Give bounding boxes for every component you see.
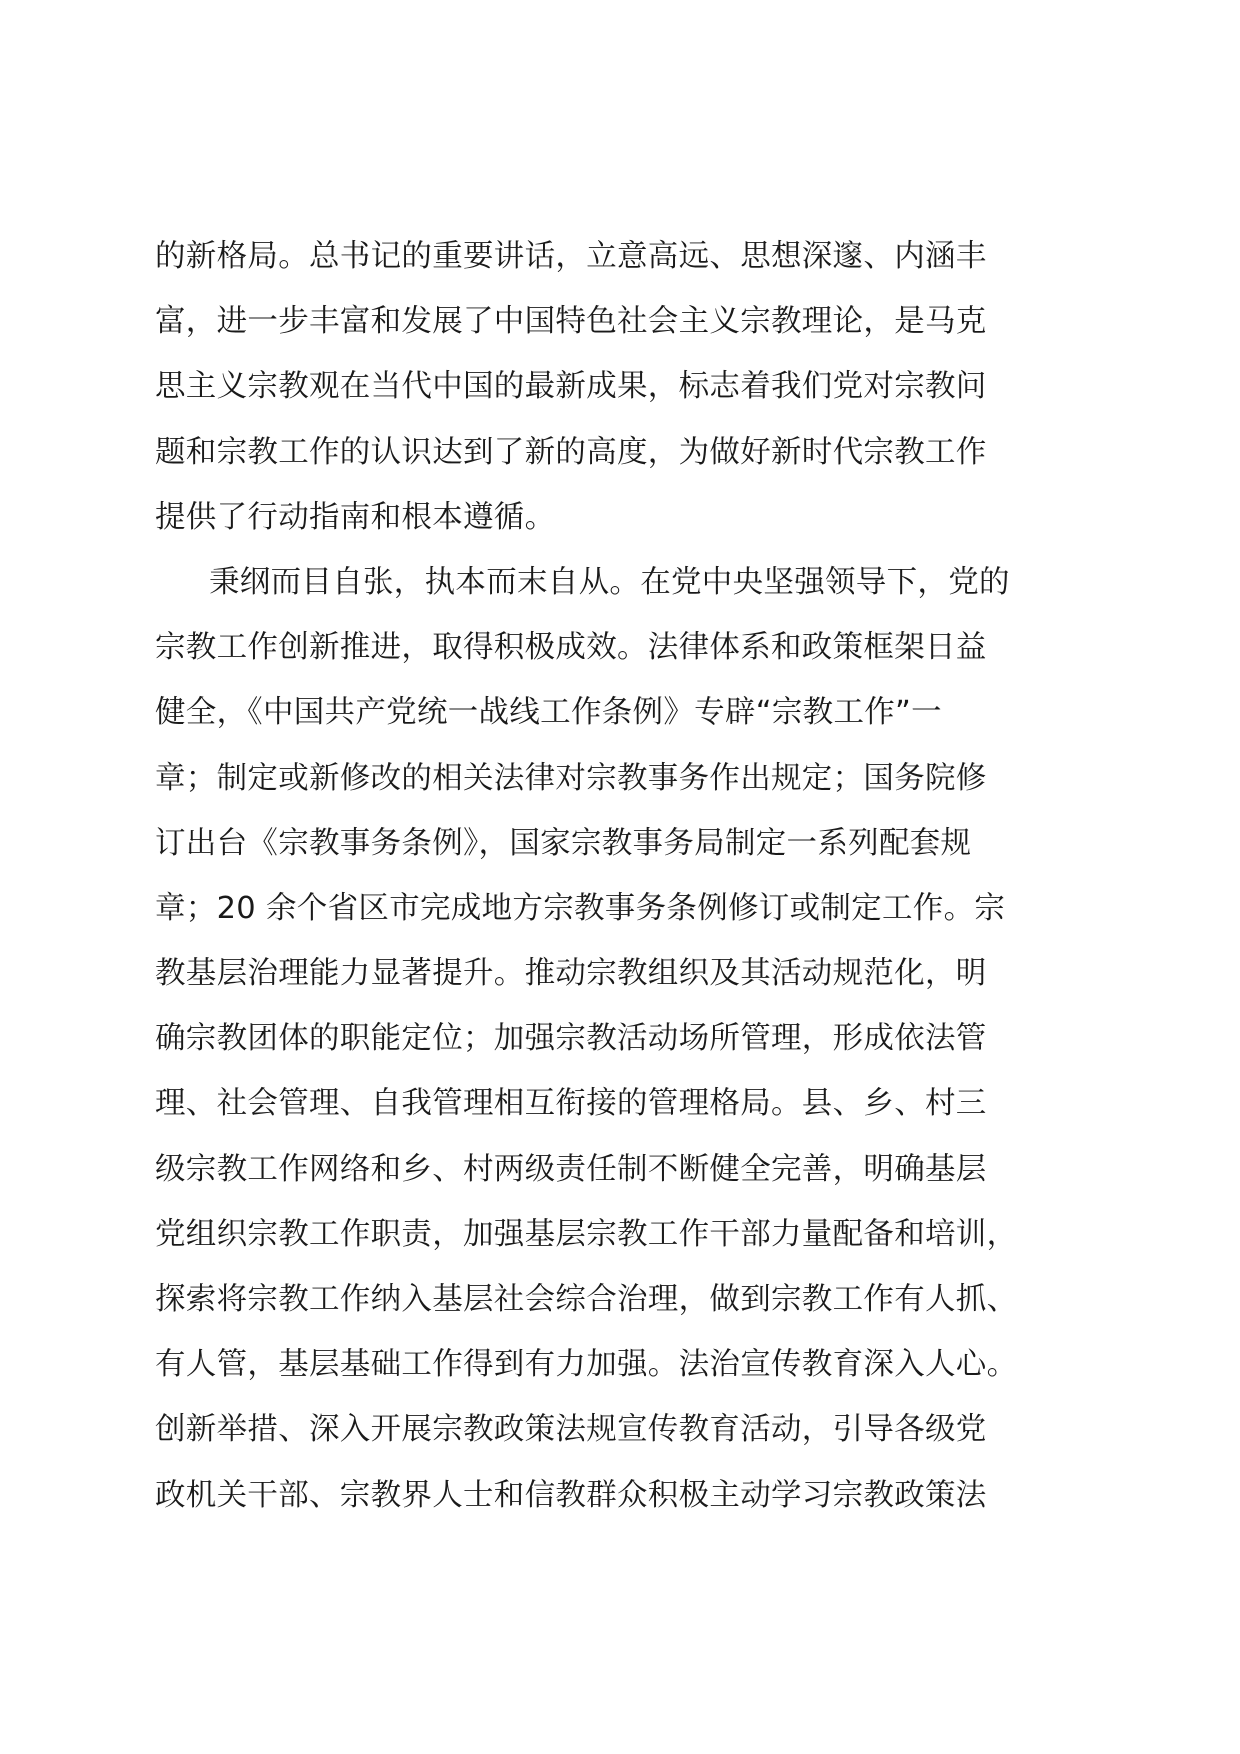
text-line: 教基层治理能力显著提升。推动宗教组织及其活动规范化，明 <box>155 956 987 992</box>
text-line: 探索将宗教工作纳入基层社会综合治理，做到宗教工作有人抓、 <box>155 1282 1018 1317</box>
text-line: 理、社会管理、自我管理相互衔接的管理格局。县、乡、村三 <box>155 1086 987 1122</box>
text-line: 章；制定或新修改的相关法律对宗教事务作出规定；国务院修 <box>155 760 987 796</box>
text-line: 订出台《宗教事务条例》，国家宗教事务局制定一系列配套规 <box>155 825 972 861</box>
text-line: 富，进一步丰富和发展了中国特色社会主义宗教理论，是马克 <box>155 304 987 340</box>
body-text <box>155 224 1095 1528</box>
text-line: 健全，《中国共产党统一战线工作条例》专辟“宗教工作”一 <box>155 695 942 731</box>
text-line: 有人管，基层基础工作得到有力加强。法治宣传教育深入人心。 <box>155 1347 1018 1383</box>
text-line: 政机关干部、宗教界人士和信教群众积极主动学习宗教政策法 <box>155 1477 987 1513</box>
paragraph-first-line: 秉纲而目自张，执本而末自从。在党中央坚强领导下，党的 <box>209 564 1010 600</box>
text-line: 的新格局。总书记的重要讲话，立意高远、思想深邃、内涵丰 <box>155 239 987 274</box>
text-line: 题和宗教工作的认识达到了新的高度，为做好新时代宗教工作 <box>155 434 987 470</box>
text-line: 章；20 余个省区市完成地方宗教事务条例修订或制定工作。宗 <box>155 890 1006 926</box>
text-line: 级宗教工作网络和乡、村两级责任制不断健全完善，明确基层 <box>155 1151 987 1187</box>
text-line: 提供了行动指南和根本遵循。 <box>155 499 556 535</box>
text-line: 思主义宗教观在当代中国的最新成果，标志着我们党对宗教问 <box>155 369 987 405</box>
text-line: 创新举措、深入开展宗教政策法规宣传教育活动，引导各级党 <box>155 1412 987 1448</box>
text-line: 确宗教团体的职能定位；加强宗教活动场所管理，形成依法管 <box>155 1021 987 1057</box>
text-line: 党组织宗教工作职责，加强基层宗教工作干部力量配备和培训， <box>155 1216 1018 1252</box>
text-line: 宗教工作创新推进，取得积极成效。法律体系和政策框架日益 <box>155 630 987 666</box>
